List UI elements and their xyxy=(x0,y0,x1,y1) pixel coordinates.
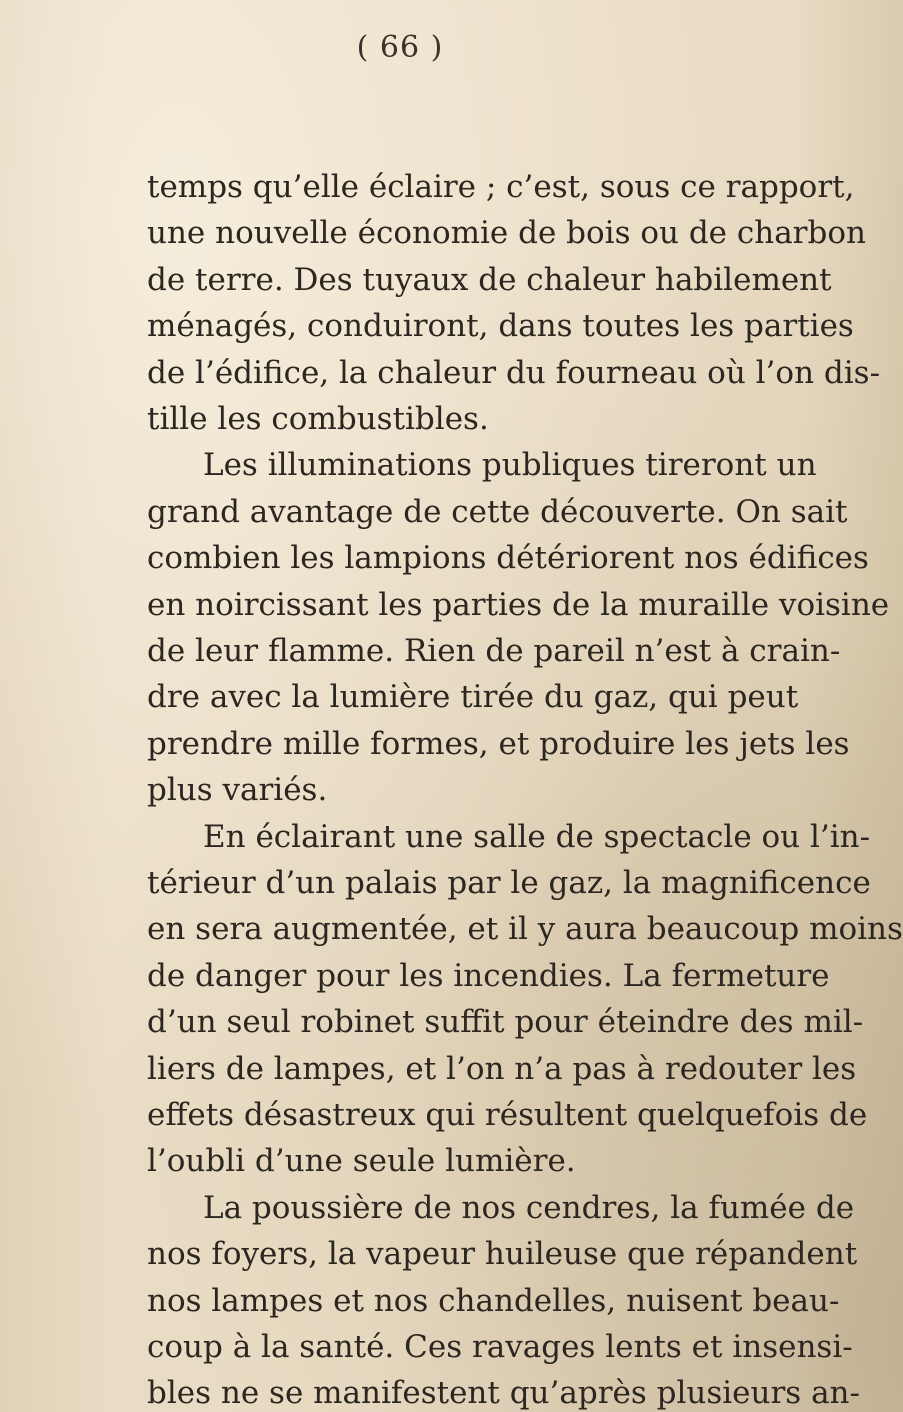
text-line: grand avantage de cette découverte. On sait xyxy=(147,494,848,530)
text-line: de l’édifice, la chaleur du fourneau où l’on dis- xyxy=(147,355,881,391)
text-line: La poussière de nos cendres, la fumée de xyxy=(203,1190,855,1226)
text-line: de leur flamme. Rien de pareil n’est à crain- xyxy=(147,633,841,669)
text-line: liers de lampes, et l’on n’a pas à redouter les xyxy=(147,1051,857,1087)
text-line: l’oubli d’une seule lumière. xyxy=(147,1143,576,1179)
text-line: dre avec la lumière tirée du gaz, qui peut xyxy=(147,679,799,715)
page-number: ( 66 ) xyxy=(356,30,444,65)
text-line: En éclairant une salle de spectacle ou l’in- xyxy=(203,819,871,855)
text-line: temps qu’elle éclaire ; c’est, sous ce rapport, xyxy=(147,169,855,205)
text-line: en noircissant les parties de la muraille voisine xyxy=(147,587,890,623)
text-line: bles ne se manifestent qu’après plusieurs an- xyxy=(147,1375,860,1411)
text-line: effets désastreux qui résultent quelquefois de xyxy=(147,1097,868,1133)
text-line: de terre. Des tuyaux de chaleur habilement xyxy=(147,262,832,298)
text-line: Les illuminations publiques tireront un xyxy=(203,447,817,483)
text-line: combien les lampions détériorent nos édifices xyxy=(147,540,869,576)
text-line: une nouvelle économie de bois ou de charbon xyxy=(147,215,866,251)
text-line: plus variés. xyxy=(147,772,328,808)
text-line: tille les combustibles. xyxy=(147,401,489,437)
text-line: nos foyers, la vapeur huileuse que répandent xyxy=(147,1236,858,1272)
text-line: térieur d’un palais par le gaz, la magnificence xyxy=(147,865,871,901)
text-line: d’un seul robinet suffit pour éteindre des mil- xyxy=(147,1004,864,1040)
text-line: de danger pour les incendies. La fermeture xyxy=(147,958,830,994)
text-line: prendre mille formes, et produire les jets les xyxy=(147,726,850,762)
text-line: nos lampes et nos chandelles, nuisent beau- xyxy=(147,1283,840,1319)
text-line: coup à la santé. Ces ravages lents et insensi- xyxy=(147,1329,853,1365)
text-line: en sera augmentée, et il y aura beaucoup moins xyxy=(147,911,903,947)
text-line: ménagés, conduiront, dans toutes les parties xyxy=(147,308,854,344)
